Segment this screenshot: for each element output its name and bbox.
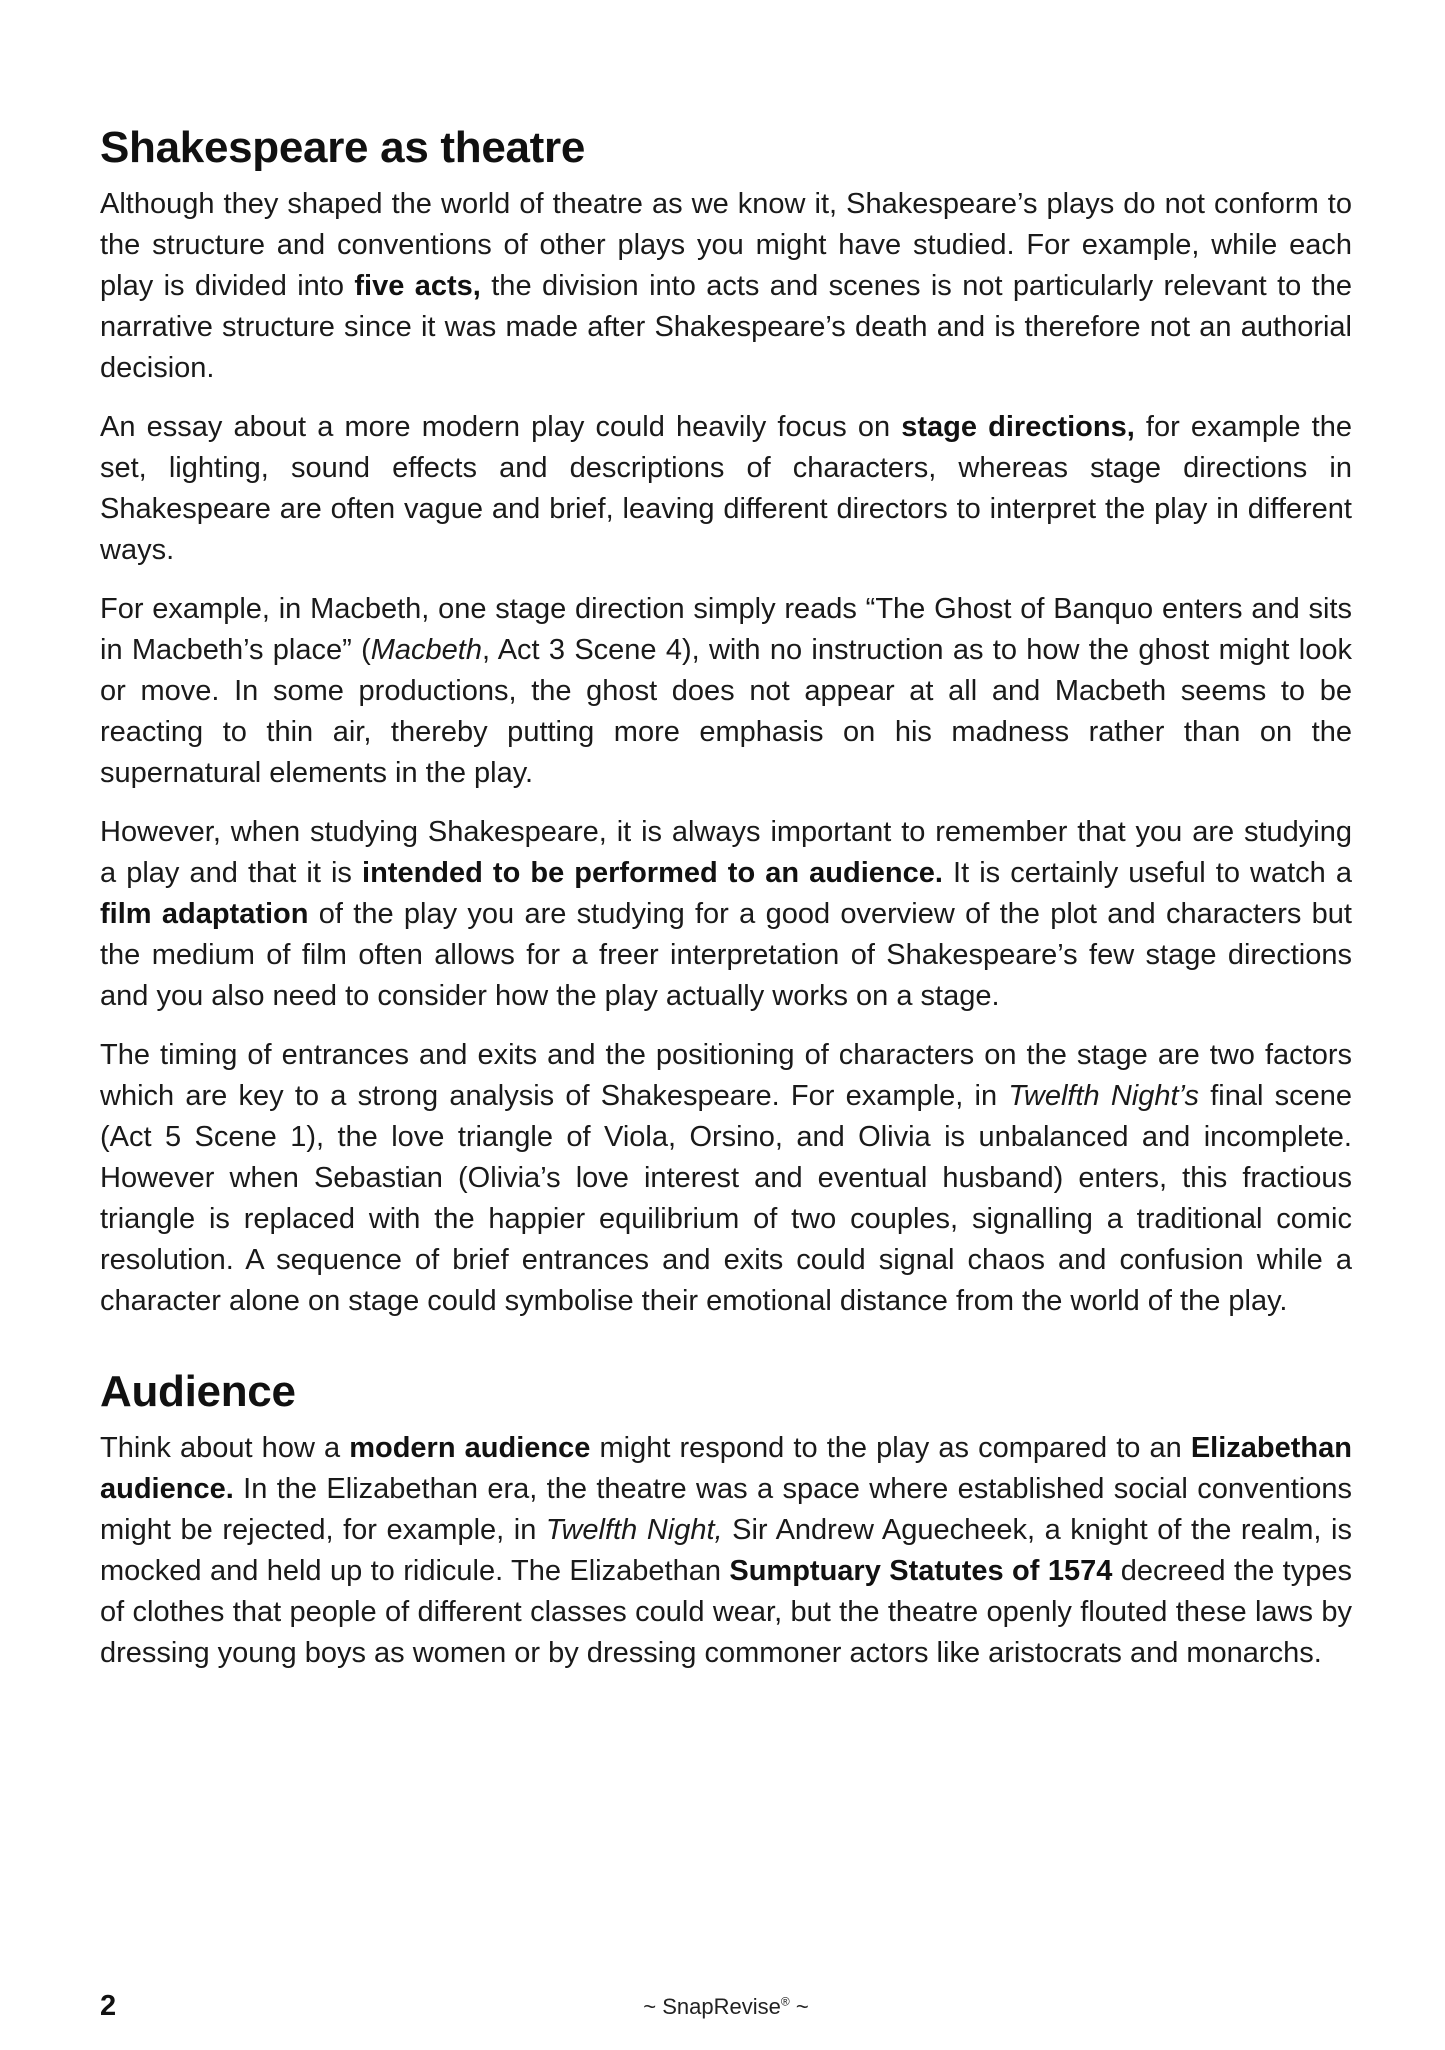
brand-footer [100, 1994, 1352, 2020]
section-body-audience [100, 1428, 1352, 1674]
page-content [100, 118, 1352, 1692]
paragraph [100, 1428, 1352, 1674]
text-run: , Act 3 Scene 4), with no instruction as to how the ghost might look or move. In some productions, the ghost does not appear at all and Macbeth seems to be reacting to thin air, thereby putting more emphasis on his madness rather than on the supernatural elements in the play. [100, 634, 1352, 789]
section-body-shakespeare-as-theatre [100, 184, 1352, 1322]
section-heading-shakespeare-as-theatre: Shakespeare as theatre [100, 123, 586, 172]
bold-term: intended to be performed to an audience. [362, 857, 943, 889]
italic-title: Twelfth Night, [545, 1514, 723, 1546]
page-footer [100, 1990, 1352, 2030]
bold-term: five acts, [354, 270, 481, 302]
page-number: 2 [100, 1990, 117, 2022]
italic-title: Macbeth [370, 634, 482, 666]
text-run: For example, in Macbeth, one stage direction simply reads “The Ghost of Banquo enters and sits in Macbeth’s place” ( [100, 593, 1352, 666]
section-heading-audience: Audience [100, 1367, 296, 1416]
text-run: Think about how a [100, 1432, 350, 1464]
bold-term: film adaptation [100, 898, 309, 930]
bold-term: modern audience [349, 1432, 591, 1464]
text-run: might respond to the play as compared to an [590, 1432, 1191, 1464]
bold-term: stage directions, [901, 411, 1135, 443]
text-run: the division into acts and scenes is not particularly relevant to the narrative structure since it was made after Shakespeare’s death and is therefore not an authorial decision. [100, 270, 1352, 384]
text-run: final scene (Act 5 Scene 1), the love triangle of Viola, Orsino, and Olivia is unbalanced and incomplete. However when Sebastian (Olivia’s love interest and eventual husband) enters, this fractious triangle is replaced with the happier equilibrium of two couples, signalling a traditional comic resolution. A sequence of brief entrances and exits could signal chaos and confusion while a character alone on stage could symbolise their emotional distance from the world of the play. [100, 1080, 1352, 1317]
text-run: However, when studying Shakespeare, it is always important to remember that you are studying a play and that it is [100, 816, 1352, 889]
text-run: Although they shaped the world of theatre as we know it, Shakespeare’s plays do not conform to the structure and conventions of other plays you might have studied. For example, while each play is divided into [100, 188, 1352, 302]
paragraph [100, 812, 1352, 1017]
text-run: An essay about a more modern play could heavily focus on [100, 411, 902, 443]
paragraph [100, 1035, 1352, 1322]
text-run: It is certainly useful to watch a [942, 857, 1352, 889]
paragraph [100, 184, 1352, 389]
paragraph [100, 589, 1352, 794]
paragraph [100, 407, 1352, 571]
text-run: In the Elizabethan era, the theatre was a space where established social conventions might be rejected, for example, in [100, 1473, 1352, 1546]
bold-term: Elizabethan audience. [100, 1432, 1352, 1505]
italic-title: Twelfth Night’s [1008, 1080, 1199, 1112]
text-run: for example the set, lighting, sound effects and descriptions of characters, whereas stage directions in Shakespeare are often vague and brief, leaving different directors to interpret the play in different ways. [100, 411, 1352, 566]
registered-mark: ® [780, 1994, 790, 2009]
brand-text: ~ SnapRevise [643, 1994, 781, 2019]
bold-term: Sumptuary Statutes of 1574 [729, 1555, 1113, 1587]
text-run: Sir Andrew Aguecheek, a knight of the realm, is mocked and held up to ridicule. The Elizabethan [100, 1514, 1352, 1587]
text-run: The timing of entrances and exits and the positioning of characters on the stage are two factors which are key to a strong analysis of Shakespeare. For example, in [100, 1039, 1352, 1112]
text-run: of the play you are studying for a good overview of the plot and characters but the medium of film often allows for a freer interpretation of Shakespeare’s few stage directions and you also need to consider how the play actually works on a stage. [100, 898, 1352, 1012]
brand-tilde: ~ [789, 1994, 809, 2019]
text-run: decreed the types of clothes that people of different classes could wear, but the theatre openly flouted these laws by dressing young boys as women or by dressing commoner actors like aristocrats and monarchs. [100, 1555, 1352, 1669]
